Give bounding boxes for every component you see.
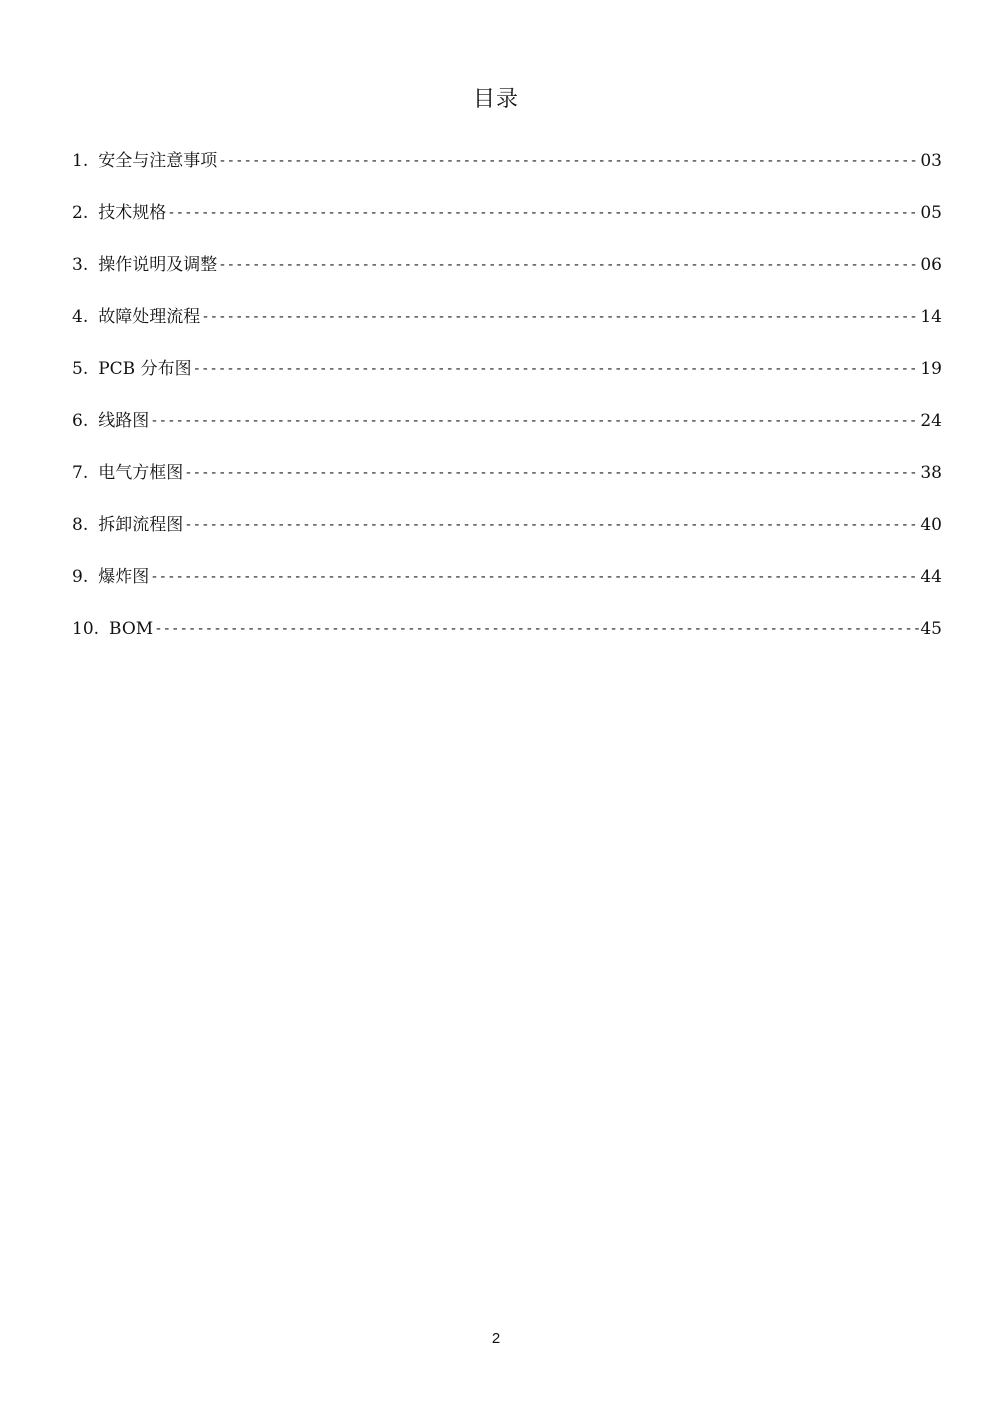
toc-entry-specifications[interactable]	[72, 200, 942, 252]
toc-entry-number: 1.	[72, 151, 89, 171]
toc-entry-title: 电气方框图	[98, 463, 184, 483]
toc-entry-title: 爆炸图	[98, 567, 150, 587]
toc-entry-page: 40	[920, 515, 942, 535]
toc-entry-number: 4.	[72, 307, 89, 327]
toc-entry-block-diagram[interactable]	[72, 460, 942, 512]
page-number: 2	[491, 1330, 501, 1347]
toc-entry-operation[interactable]	[72, 252, 942, 304]
toc-entry-pcb-layout[interactable]	[72, 356, 942, 408]
toc-entry-number: 2.	[72, 203, 89, 223]
toc-entry-title: BOM	[109, 619, 154, 639]
toc-entry-number: 6.	[72, 411, 89, 431]
toc-entry-safety[interactable]	[72, 148, 942, 200]
toc-entry-number: 9.	[72, 567, 89, 587]
toc-entry-number: 10.	[72, 619, 100, 639]
toc-dot-leader	[201, 304, 919, 330]
toc-entry-title: 操作说明及调整	[98, 255, 218, 275]
toc-entry-troubleshooting[interactable]	[72, 304, 942, 356]
toc-entry-number: 3.	[72, 255, 89, 275]
toc-entry-bom[interactable]	[72, 616, 942, 668]
toc-entry-page: 19	[920, 359, 942, 379]
toc-entry-title: 拆卸流程图	[98, 515, 184, 535]
toc-entry-page: 45	[920, 619, 942, 639]
toc-entry-title: 技术规格	[98, 203, 167, 223]
toc-entry-number: 8.	[72, 515, 89, 535]
toc-entry-title: 故障处理流程	[98, 307, 201, 327]
toc-entry-disassembly[interactable]	[72, 512, 942, 564]
toc-entry-number: 5.	[72, 359, 89, 379]
toc-entry-page: 14	[920, 307, 942, 327]
toc-entry-page: 38	[920, 463, 942, 483]
toc-entry-number: 7.	[72, 463, 89, 483]
toc-dot-leader	[167, 200, 919, 226]
toc-dot-leader	[154, 616, 919, 642]
toc-entry-page: 03	[920, 151, 942, 171]
toc-entry-title: PCB 分布图	[98, 359, 192, 379]
toc-entry-page: 06	[920, 255, 942, 275]
toc-dot-leader	[218, 148, 919, 174]
toc-dot-leader	[150, 408, 919, 434]
toc-entry-title: 线路图	[98, 411, 150, 431]
toc-dot-leader	[193, 356, 920, 382]
toc-entry-page: 44	[920, 567, 942, 587]
page-title: 目录	[472, 87, 519, 112]
toc-dot-leader	[150, 564, 919, 590]
toc-dot-leader	[184, 460, 919, 486]
toc-entry-exploded-view[interactable]	[72, 564, 942, 616]
toc-entry-page: 05	[920, 203, 942, 223]
table-of-contents	[72, 148, 942, 668]
toc-entry-schematics[interactable]	[72, 408, 942, 460]
toc-entry-title: 安全与注意事项	[98, 151, 218, 171]
toc-dot-leader	[218, 252, 919, 278]
toc-entry-page: 24	[920, 411, 942, 431]
toc-dot-leader	[184, 512, 919, 538]
